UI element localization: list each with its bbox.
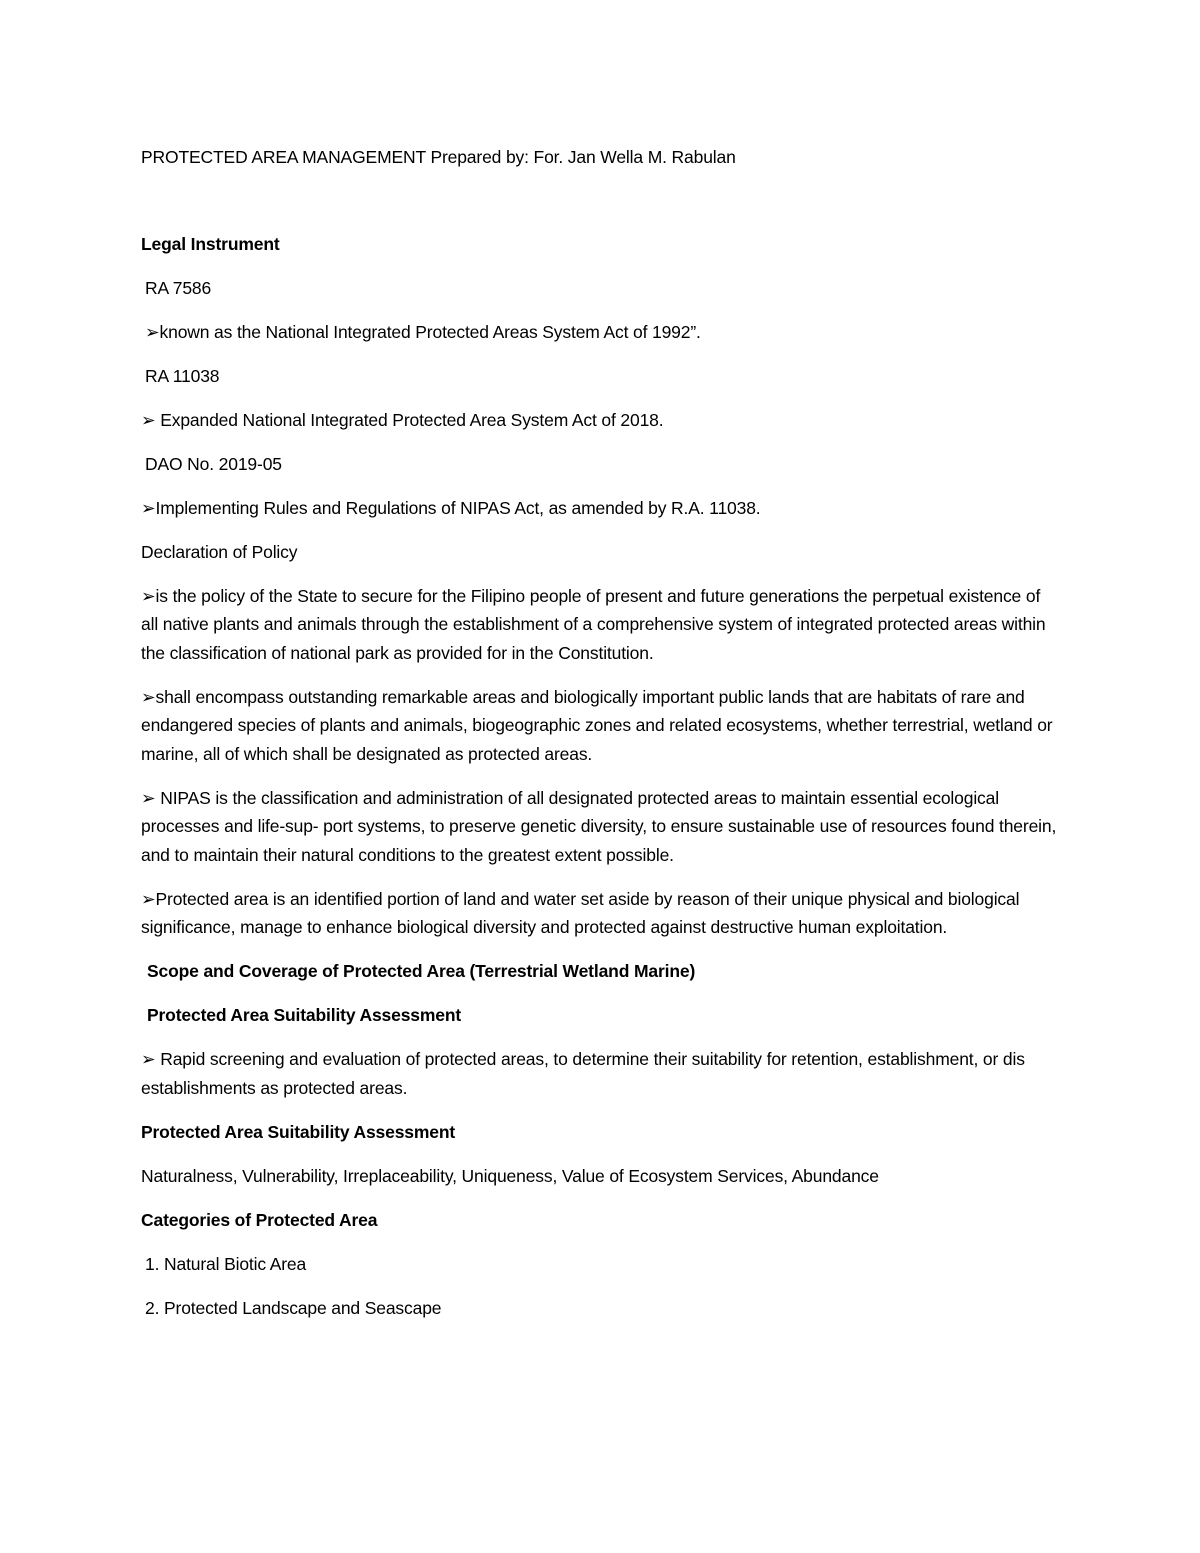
pasa-heading-1: Protected Area Suitability Assessment — [147, 1005, 462, 1025]
policy-paragraph-4: ➢Protected area is an identified portion of land and water set aside by reason of their unique physical and biological significance, manage to enhance biological diversity and protected against destructive human exploitation. — [141, 888, 1020, 937]
legal-instrument-heading: Legal Instrument — [141, 233, 280, 254]
pasa-criteria: Naturalness, Vulnerability, Irreplaceability, Uniqueness, Value of Ecosystem Services, Abundance — [141, 1165, 879, 1186]
ra-11038-description: ➢ Expanded National Integrated Protected Area System Act of 2018. — [141, 409, 664, 430]
pasa-heading-2: Protected Area Suitability Assessment — [141, 1121, 456, 1142]
category-item-2: 2. Protected Landscape and Seascape — [145, 1297, 442, 1318]
declaration-of-policy-heading: Declaration of Policy — [141, 541, 298, 562]
dao-description: ➢Implementing Rules and Regulations of NIPAS Act, as amended by R.A. 11038. — [141, 497, 761, 518]
document-body — [141, 143, 1061, 1338]
policy-paragraph-2: ➢shall encompass outstanding remarkable areas and biologically important public lands that are habitats of rare and endangered species of plants and animals, biogeographic zones and related ecosystems, whether terrestrial, wetland or marine, all of which shall be designated as protected areas. — [141, 686, 1053, 764]
policy-paragraph-1: ➢is the policy of the State to secure for the Filipino people of present and future generations the perpetual existence of all native plants and animals through the establishment of a comprehensive system of integrated protected areas within the classification of national park as provided for in the Constitution. — [141, 585, 1046, 663]
policy-paragraph-3: ➢ NIPAS is the classification and administration of all designated protected areas to maintain essential ecological processes and life-sup- port systems, to preserve genetic diversity, to ensure sustainable use of resources found therein, and to maintain their natural conditions to the greatest extent possible. — [141, 787, 1057, 865]
scope-coverage-heading: Scope and Coverage of Protected Area (Terrestrial Wetland Marine) — [147, 961, 696, 981]
category-item-1: 1. Natural Biotic Area — [145, 1253, 307, 1274]
ra-7586-label: RA 7586 — [145, 277, 212, 298]
document-title-line: PROTECTED AREA MANAGEMENT Prepared by: For. Jan Wella M. Rabulan — [141, 147, 736, 167]
dao-label: DAO No. 2019-05 — [145, 453, 282, 474]
categories-heading: Categories of Protected Area — [141, 1209, 378, 1230]
ra-7586-description: ➢known as the National Integrated Protected Areas System Act of 1992”. — [145, 321, 701, 342]
pasa-description: ➢ Rapid screening and evaluation of protected areas, to determine their suitability for retention, establishment, or dis establishments as protected areas. — [141, 1049, 1025, 1098]
ra-11038-label: RA 11038 — [145, 365, 220, 386]
